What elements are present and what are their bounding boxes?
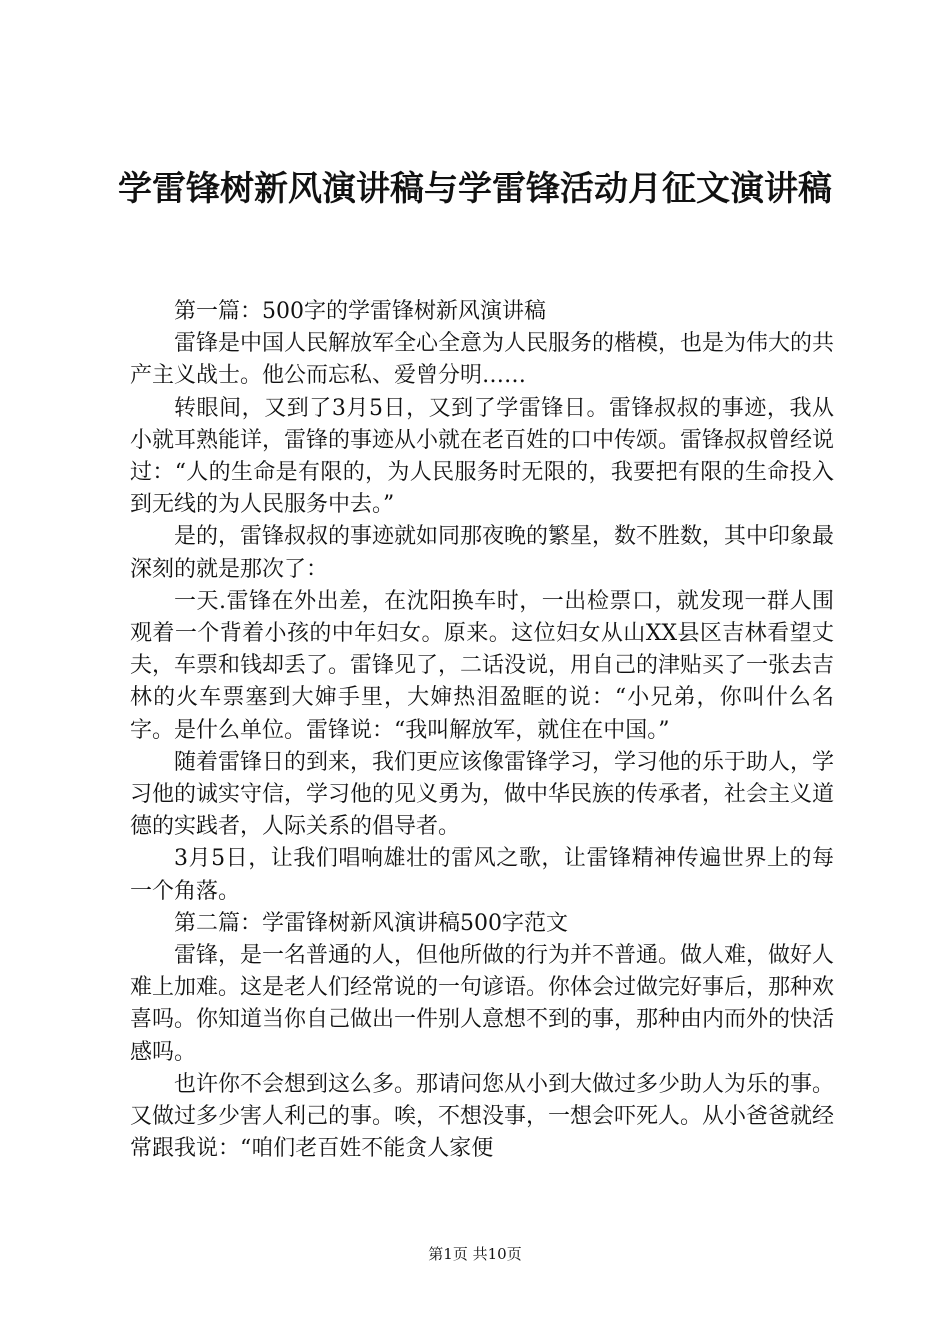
paragraph: 雷锋是中国人民解放军全心全意为人民服务的楷模，也是为伟大的共产主义战士。他公而忘私、爱曾分明……: [130, 331, 835, 389]
document-body: [130, 296, 834, 1165]
paragraph: 是的，雷锋叔叔的事迹就如同那夜晚的繁星，数不胜数，其中印象最深刻的就是那次了：: [130, 524, 835, 582]
section-heading-2: 第二篇：学雷锋树新风演讲稿500字范文: [174, 910, 568, 936]
paragraph: 也许你不会想到这么多。那请问您从小到大做过多少助人为乐的事。又做过多少害人利己的事。唉，不想没事，一想会吓死人。从小爸爸就经常跟我说：“咱们老百姓不能贪人家便: [130, 1071, 835, 1162]
document-title: 学雷锋树新风演讲稿与学雷锋活动月征文演讲稿: [118, 169, 832, 209]
paragraph: 雷锋，是一名普通的人，但他所做的行为并不普通。做人难，做好人难上加难。这是老人们经常说的一句谚语。你体会过做完好事后，那种欢喜吗。你知道当你自己做出一件别人意想不到的事，那种由内而外的快活感吗。: [130, 943, 835, 1065]
paragraph: 一天.雷锋在外出差，在沈阳换车时，一出检票口，就发现一群人围观着一个背着小孩的中年妇女。原来。这位妇女从山XX县区吉林看望丈夫，车票和钱却丢了。雷锋见了，二话没说，用自己的津贴买了一张去吉林的火车票塞到大婶手里，大婶热泪盈眶的说：“小兄弟，你叫什么名字。是什么单位。雷锋说：“我叫解放军，就住在中国。”: [130, 588, 835, 743]
section-heading-1: 第一篇：500字的学雷锋树新风演讲稿: [174, 299, 546, 324]
paragraph: 转眼间，又到了3月5日，又到了学雷锋日。雷锋叔叔的事迹，我从小就耳熟能详，雷锋的事迹从小就在老百姓的口中传颂。雷锋叔叔曾经说过：“人的生命是有限的，为人民服务时无限的，我要把有限的生命投入到无线的为人民服务中去。”: [130, 395, 835, 518]
paragraph: 3月5日，让我们唱响雄壮的雷风之歌，让雷锋精神传遍世界上的每一个角落。: [130, 846, 834, 904]
paragraph: 随着雷锋日的到来，我们更应该像雷锋学习，学习他的乐于助人，学习他的诚实守信，学习他的见义勇为，做中华民族的传承者，社会主义道德的实践者，人际关系的倡导者。: [130, 749, 835, 840]
page-footer: 第1页 共10页: [428, 1245, 522, 1263]
